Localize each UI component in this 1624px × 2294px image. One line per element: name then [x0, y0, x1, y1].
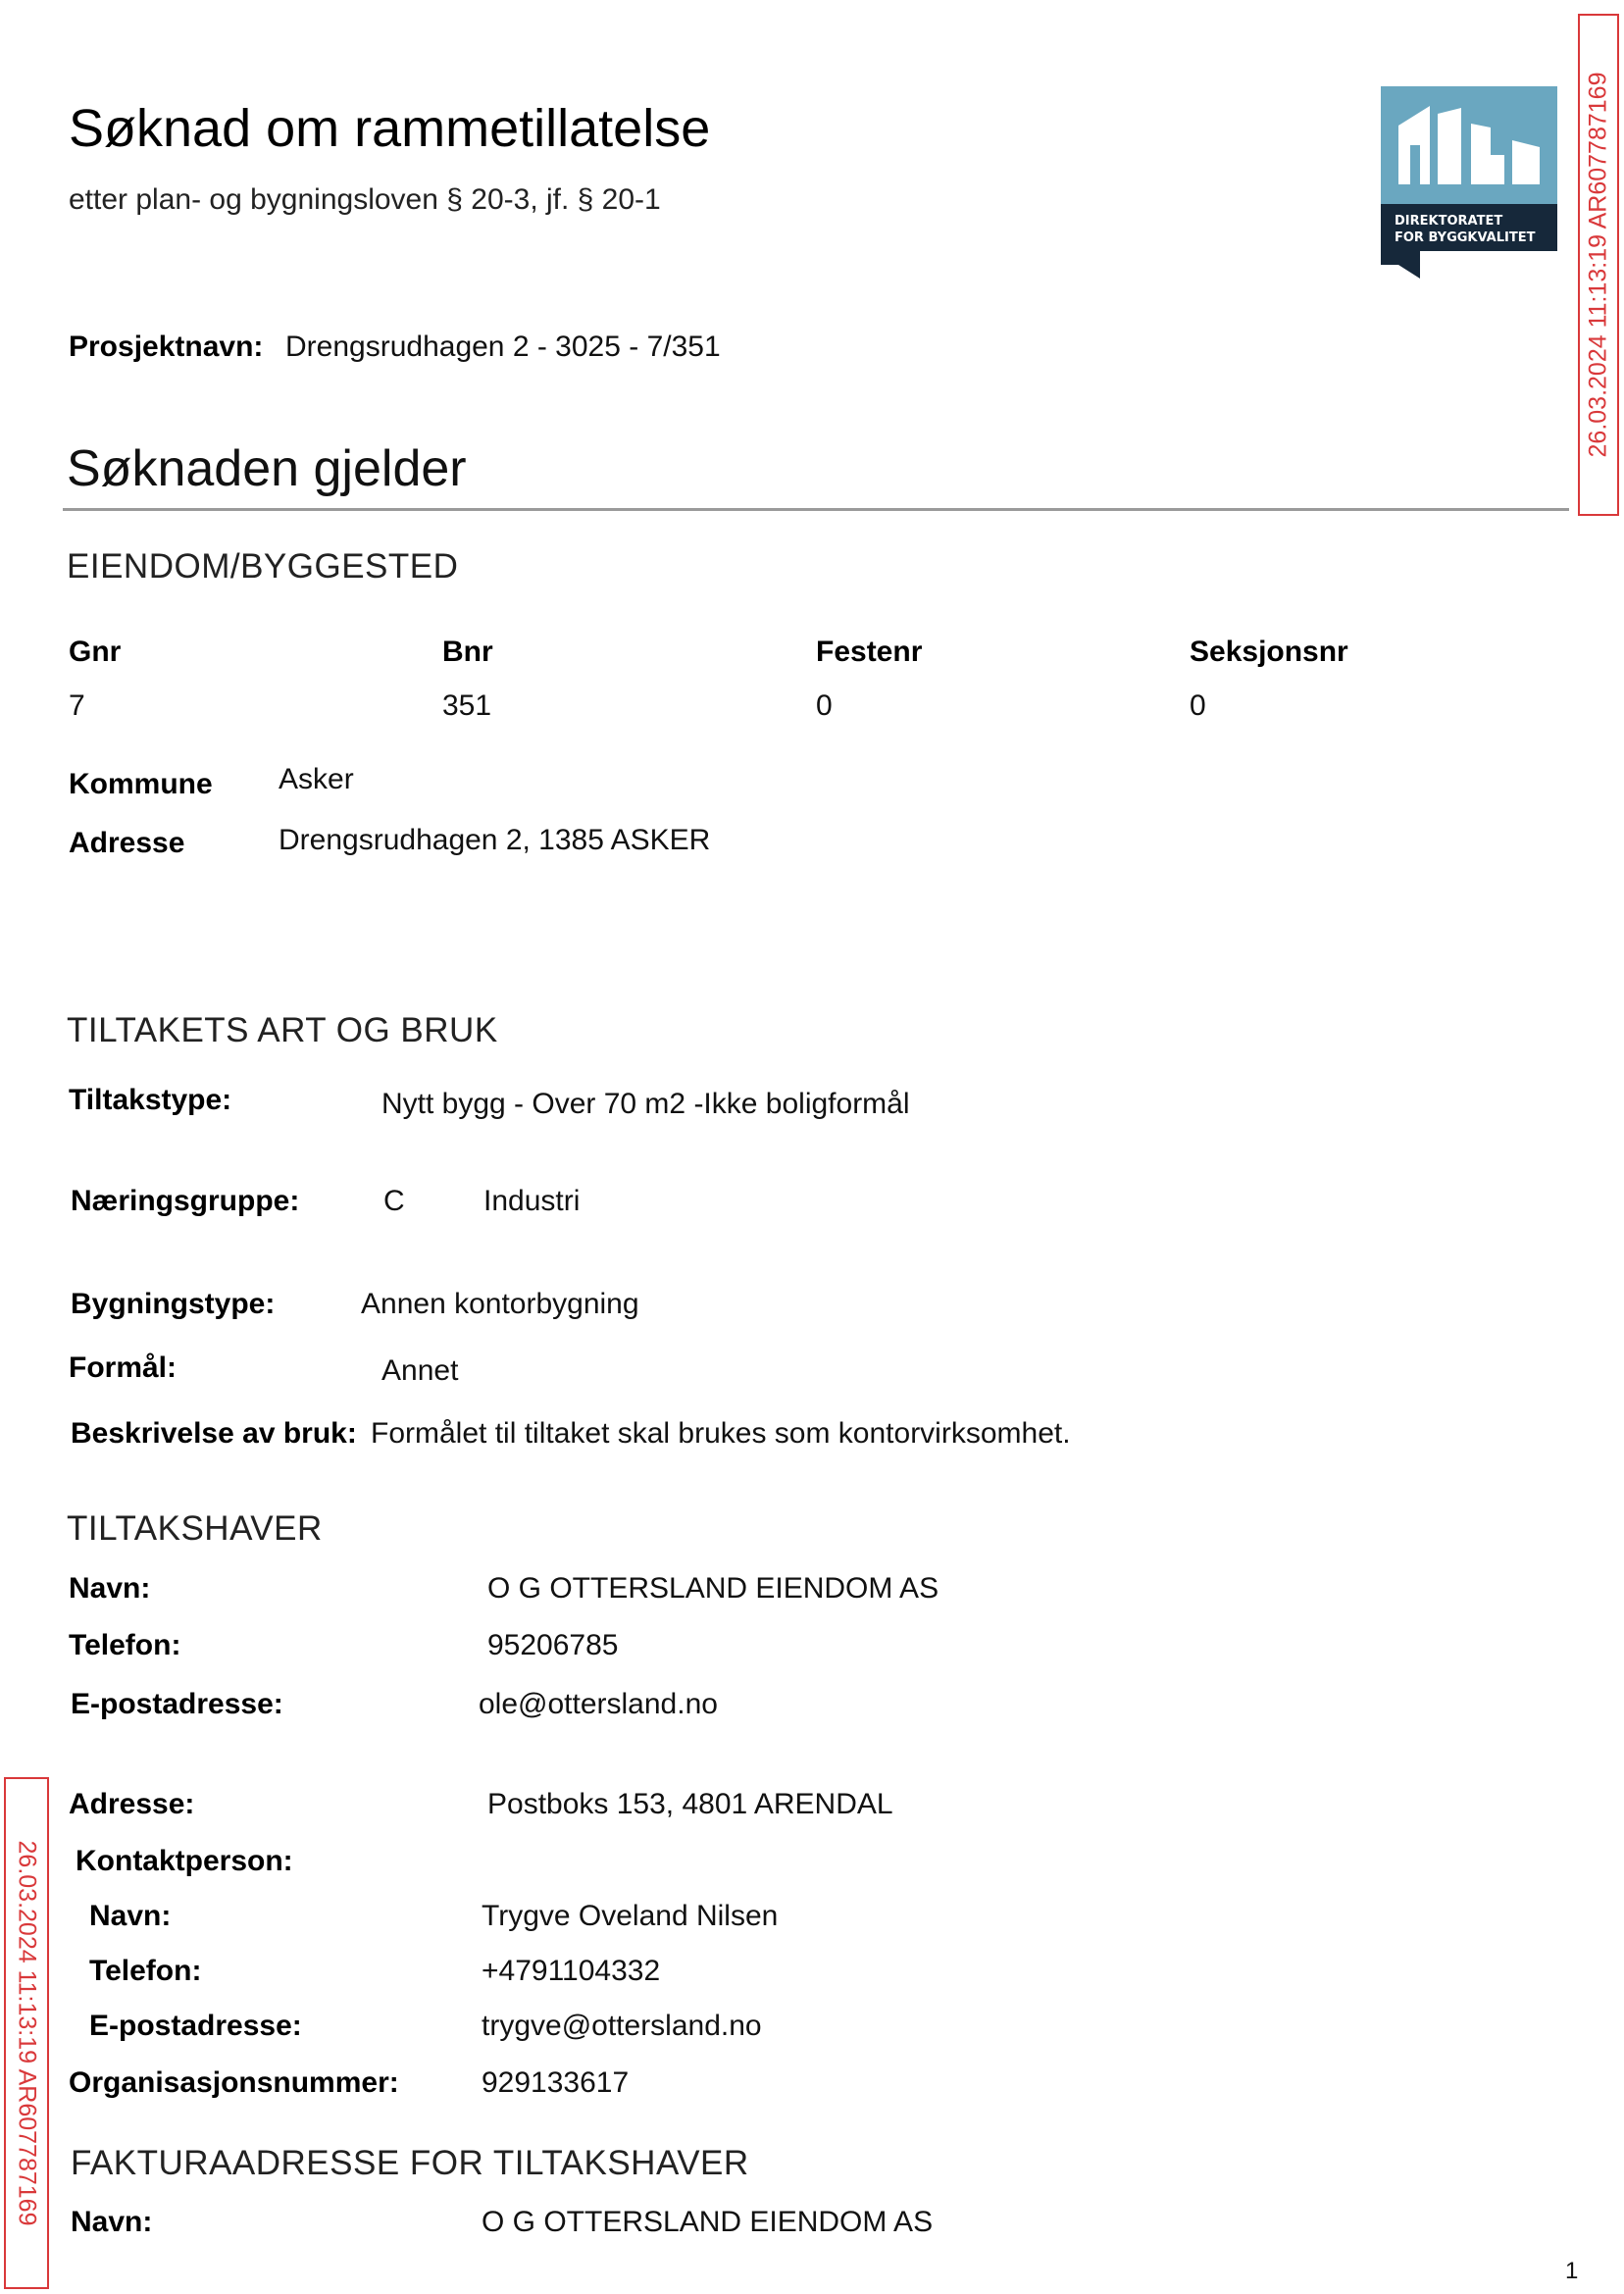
adresse-value: Drengsrudhagen 2, 1385 ASKER: [279, 824, 711, 856]
project-label: Prosjektnavn:: [69, 331, 264, 363]
kommune-label: Kommune: [69, 768, 213, 800]
faktura-navn-value: O G OTTERSLAND EIENDOM AS: [482, 2206, 934, 2238]
dibk-logo-icon: [1381, 86, 1557, 279]
naeringsgruppe-label: Næringsgruppe:: [71, 1185, 300, 1217]
formal-label: Formål:: [69, 1351, 178, 1384]
bygningstype-value: Annen kontorbygning: [361, 1288, 639, 1320]
kontakt-telefon-value: +4791104332: [482, 1955, 661, 1987]
kommune-value: Asker: [279, 763, 354, 795]
gnr-label: Gnr: [69, 636, 122, 668]
project-value: Drengsrudhagen 2 - 3025 - 7/351: [285, 331, 721, 363]
stamp-text-left: 26.03.2024 11:13:19 AR607787169: [13, 1840, 41, 2226]
tiltak-heading: TILTAKETS ART OG BRUK: [67, 1011, 498, 1049]
kontakt-navn-value: Trygve Oveland Nilsen: [482, 1900, 779, 1932]
receipt-stamp-left: [4, 1777, 49, 2289]
bnr-label: Bnr: [442, 636, 493, 668]
tiltakshaver-navn-value: O G OTTERSLAND EIENDOM AS: [487, 1572, 939, 1605]
kontakt-epost-label: E-postadresse:: [89, 2010, 302, 2042]
tiltakshaver-heading: TILTAKSHAVER: [67, 1509, 323, 1548]
section-title: Søknaden gjelder: [67, 440, 467, 497]
tiltakshaver-telefon-value: 95206785: [487, 1629, 619, 1661]
tiltakshaver-epost-value: ole@ottersland.no: [479, 1688, 718, 1720]
beskrivelse-value: Formålet til tiltaket skal brukes som kontorvirksomhet.: [371, 1417, 1071, 1450]
tiltakshaver-adresse-label: Adresse:: [69, 1788, 195, 1820]
tiltakshaver-navn-label: Navn:: [69, 1572, 151, 1605]
kontakt-navn-label: Navn:: [89, 1900, 172, 1932]
bnr-value: 351: [442, 689, 492, 722]
adresse-label: Adresse: [69, 827, 185, 859]
tiltakshaver-epost-label: E-postadresse:: [71, 1688, 283, 1720]
tiltakshaver-adresse-value: Postboks 153, 4801 ARENDAL: [487, 1788, 893, 1820]
property-heading: EIENDOM/BYGGESTED: [67, 547, 459, 586]
logo-text-line1: DIREKTORATET: [1395, 214, 1503, 229]
organisasjonsnummer-label: Organisasjonsnummer:: [69, 2066, 399, 2099]
gnr-value: 7: [69, 689, 85, 722]
naeringsgruppe-code: C: [383, 1185, 405, 1217]
document-subtitle: etter plan- og bygningsloven § 20-3, jf. § 20-1: [69, 183, 661, 216]
section-divider: [63, 508, 1569, 511]
faktura-heading: FAKTURAADRESSE FOR TILTAKSHAVER: [71, 2144, 749, 2182]
tiltakstype-label: Tiltakstype:: [69, 1084, 232, 1116]
kontakt-telefon-label: Telefon:: [89, 1955, 202, 1987]
naeringsgruppe-value: Industri: [483, 1185, 581, 1217]
festenr-value: 0: [816, 689, 833, 722]
document-title: Søknad om rammetillatelse: [69, 99, 711, 158]
seksjonsnr-value: 0: [1190, 689, 1206, 722]
tiltakshaver-telefon-label: Telefon:: [69, 1629, 181, 1661]
receipt-stamp-top: [1578, 14, 1619, 516]
festenr-label: Festenr: [816, 636, 923, 668]
beskrivelse-label: Beskrivelse av bruk:: [71, 1417, 357, 1450]
logo-text-line2: FOR BYGGKVALITET: [1395, 230, 1536, 245]
kontakt-epost-value: trygve@ottersland.no: [482, 2010, 762, 2042]
bygningstype-label: Bygningstype:: [71, 1288, 276, 1320]
faktura-navn-label: Navn:: [71, 2206, 153, 2238]
seksjonsnr-label: Seksjonsnr: [1190, 636, 1348, 668]
formal-value: Annet: [381, 1354, 459, 1387]
page-number: 1: [1565, 2258, 1579, 2284]
tiltakstype-value: Nytt bygg - Over 70 m2 -Ikke boligformål: [381, 1088, 910, 1120]
organisasjonsnummer-value: 929133617: [482, 2066, 630, 2099]
stamp-text: 26.03.2024 11:13:19 AR607787169: [1584, 72, 1612, 458]
kontaktperson-label: Kontaktperson:: [76, 1845, 293, 1877]
dibk-logo: [1381, 86, 1557, 279]
